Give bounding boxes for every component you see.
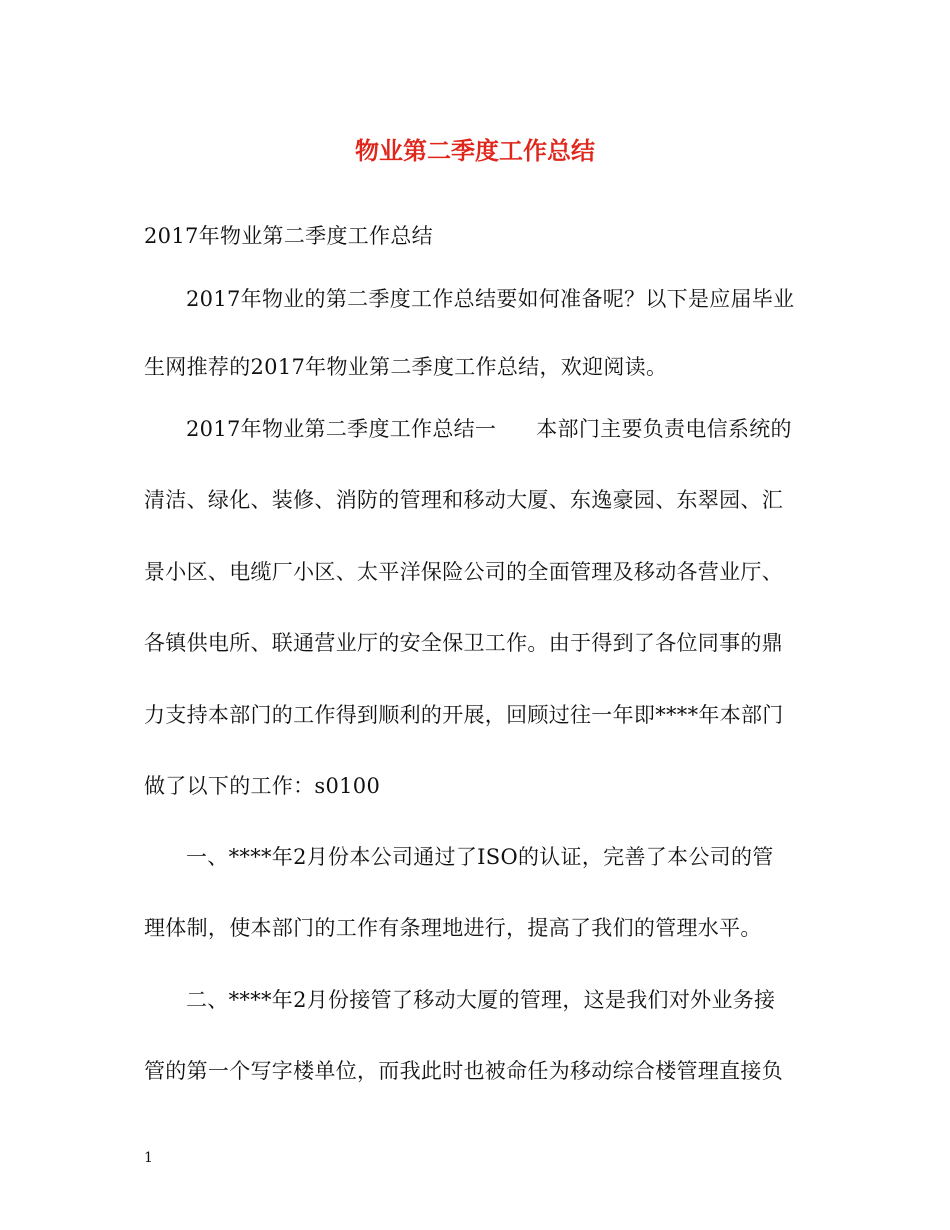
paragraph-line: 各镇供电所、联通营业厅的安全保卫工作。由于得到了各位同事的鼎 — [144, 631, 783, 655]
page-number: 1 — [144, 1150, 153, 1166]
document-subtitle: 2017年物业第二季度工作总结 — [144, 224, 433, 248]
paragraph-line — [186, 414, 866, 444]
paragraph-line: 生网推荐的2017年物业第二季度工作总结，欢迎阅读。 — [144, 355, 668, 379]
section-heading: 2017年物业第二季度工作总结一 — [186, 417, 497, 441]
paragraph-line: 力支持本部门的工作得到顺利的开展，回顾过往一年即****年本部门 — [144, 703, 784, 727]
paragraph-text: 本部门主要负责电信系统的 — [536, 417, 792, 441]
paragraph-line: 做了以下的工作：s0100 — [144, 774, 381, 798]
paragraph-line: 理体制，使本部门的工作有条理地进行，提高了我们的管理水平。 — [144, 916, 762, 940]
paragraph-line: 2017年物业的第二季度工作总结要如何准备呢？以下是应届毕业 — [186, 287, 795, 311]
document-title: 物业第二季度工作总结 — [355, 136, 595, 165]
paragraph-line: 二、****年2月份接管了移动大厦的管理，这是我们对外业务接 — [186, 988, 776, 1012]
paragraph-line: 清洁、绿化、装修、消防的管理和移动大厦、东逸豪园、东翠园、汇 — [144, 488, 783, 512]
paragraph-line: 景小区、电缆厂小区、太平洋保险公司的全面管理及移动各营业厅、 — [144, 560, 783, 584]
paragraph-line: 管的第一个写字楼单位，而我此时也被命任为移动综合楼管理直接负 — [144, 1059, 783, 1083]
paragraph-line: 一、****年2月份本公司通过了ISO的认证，完善了本公司的管 — [186, 845, 774, 869]
